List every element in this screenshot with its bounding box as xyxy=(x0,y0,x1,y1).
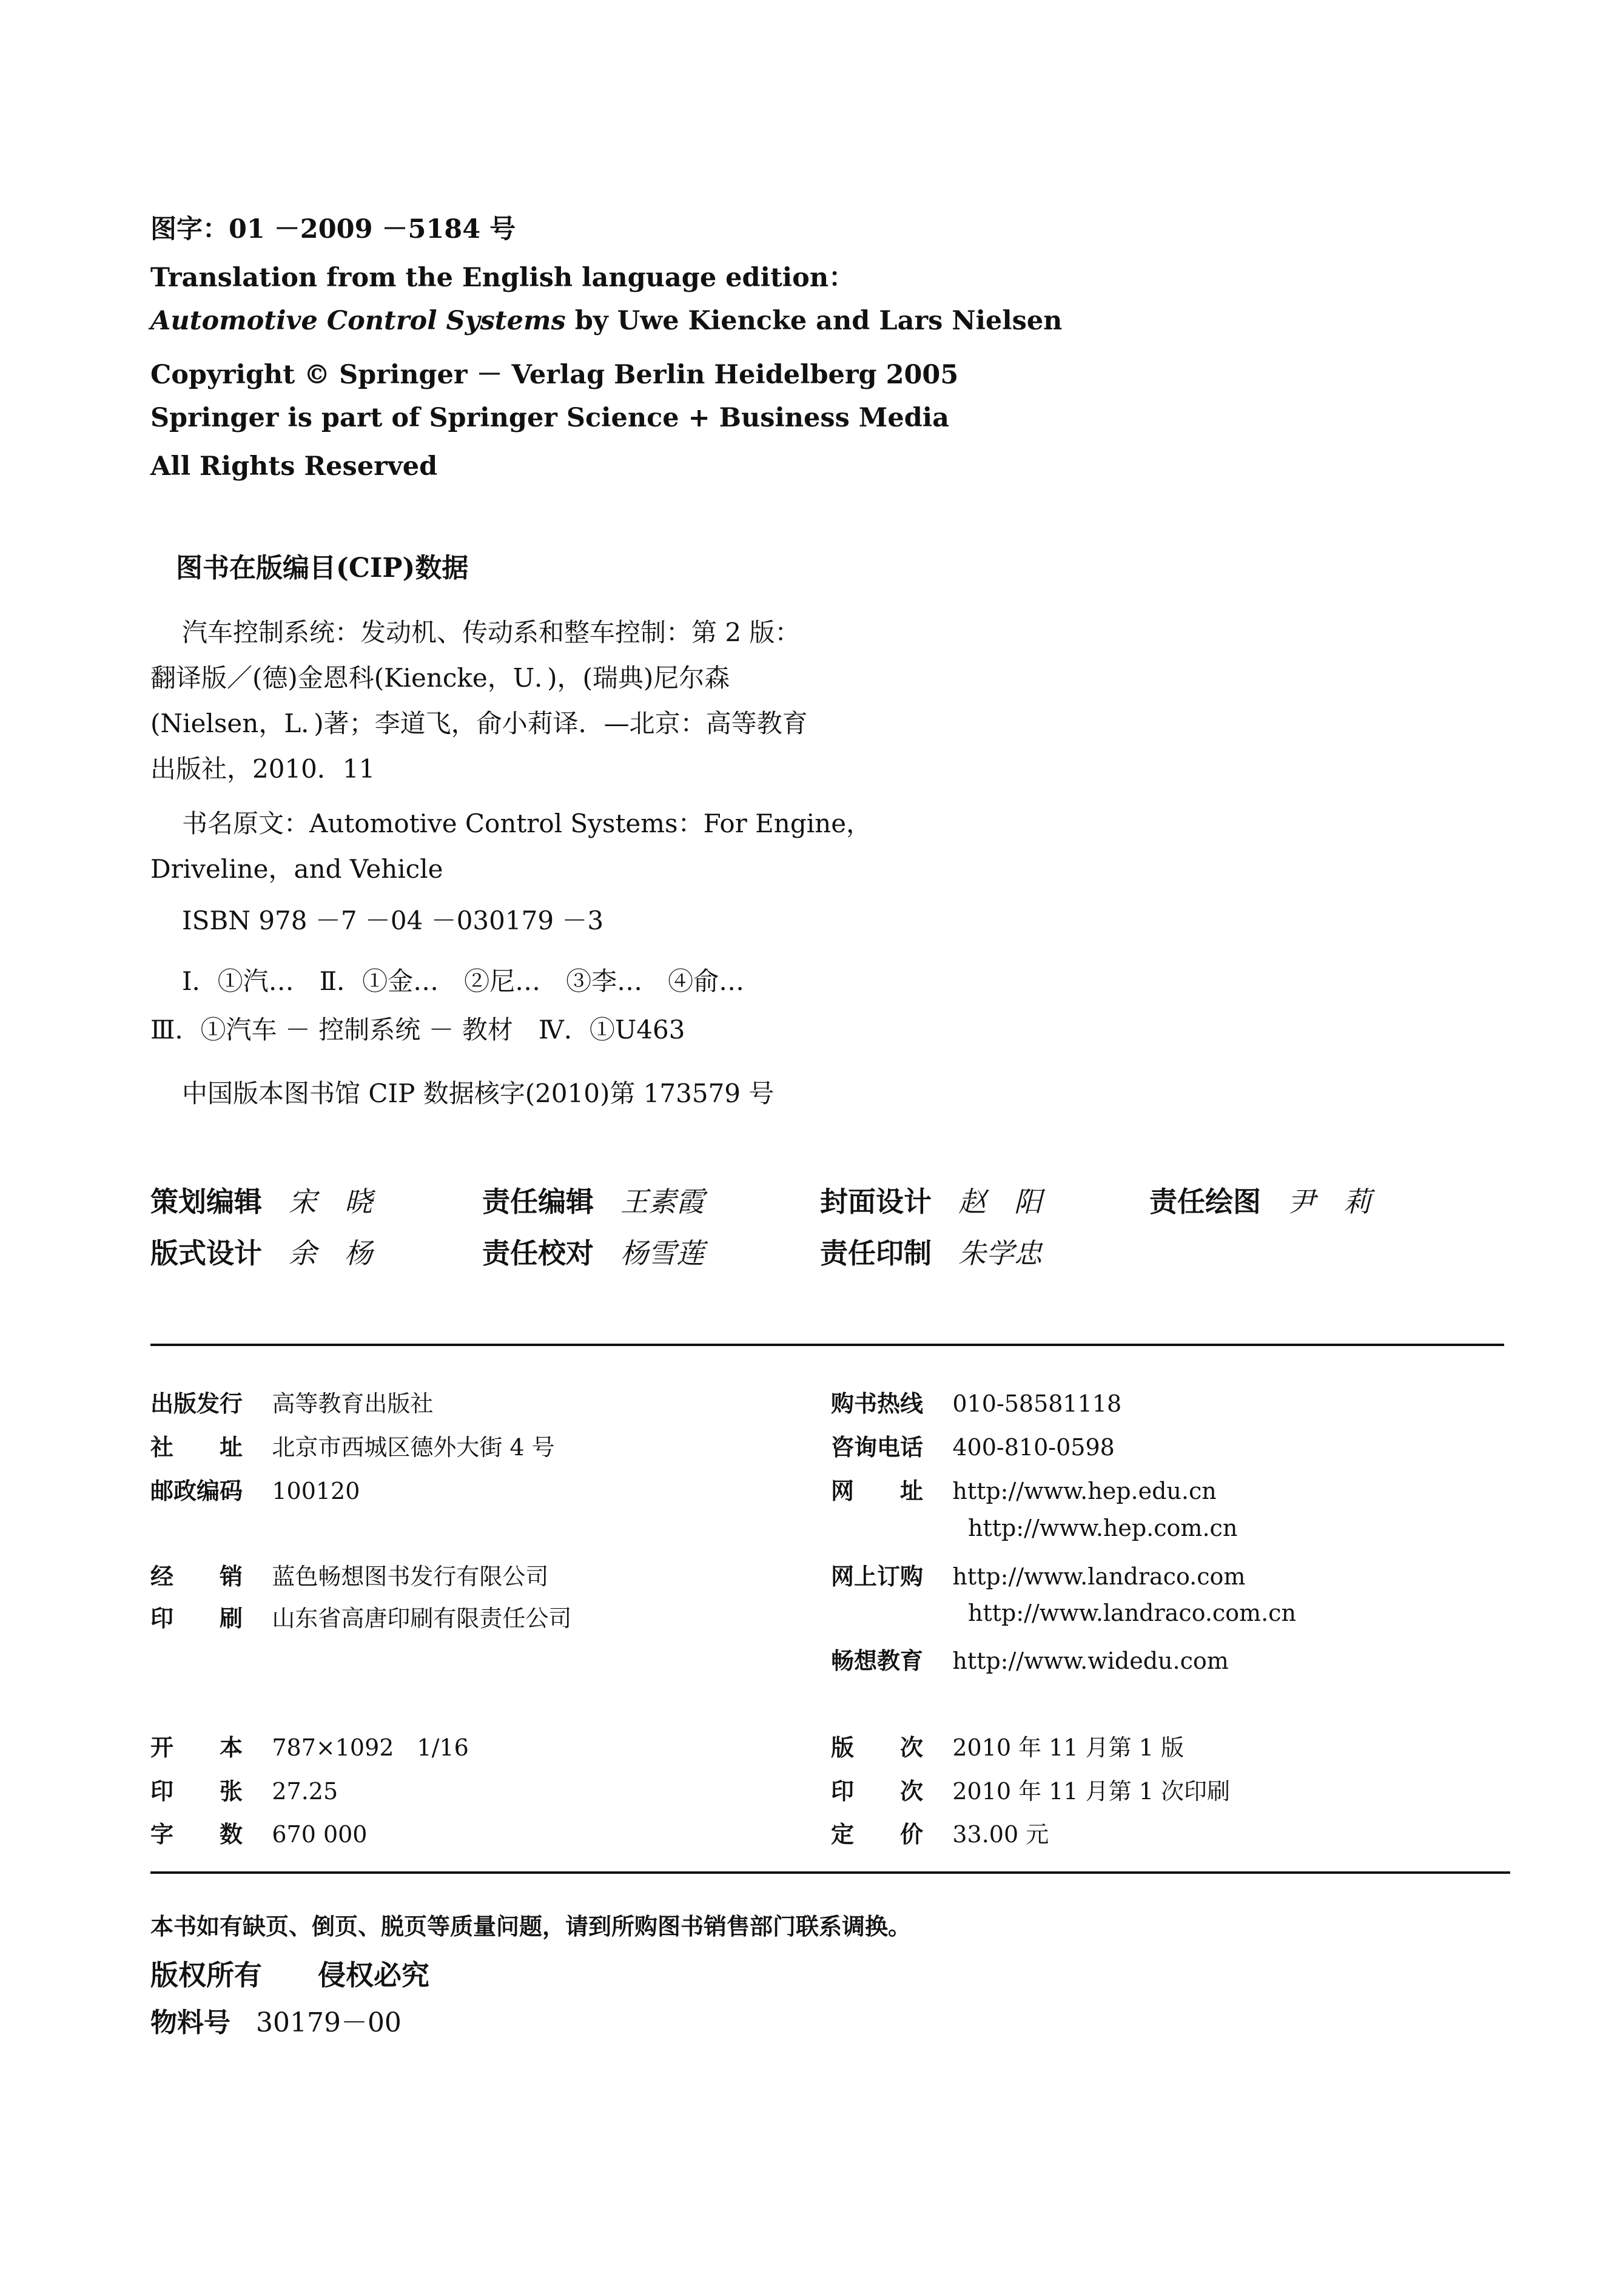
isbn: ISBN 978 －7 －04 －030179 －3 xyxy=(182,906,604,935)
website-link[interactable]: http://www.hep.com.cn xyxy=(968,1515,1238,1541)
info-row: 购书热线 010-58581118 xyxy=(831,1390,1122,1417)
rights-reserved: All Rights Reserved xyxy=(150,451,438,482)
info-row: 社 址 北京市西城区德外大街 4 号 xyxy=(150,1433,555,1461)
original-title-line xyxy=(150,306,1062,336)
cip-classification: Ⅰ．①汽… Ⅱ．①金… ②尼… ③李… ④俞… xyxy=(182,966,745,996)
springer-line: Springer is part of Springer Science + Business Media xyxy=(150,403,950,433)
material-number: 物料号 30179－00 xyxy=(150,2007,402,2038)
website-link[interactable]: http://www.landraco.com.cn xyxy=(968,1600,1296,1626)
spec-row: 字 数 670 000 xyxy=(150,1820,368,1848)
info-row: 网上订购 http://www.landraco.com xyxy=(831,1563,1246,1590)
info-row: 畅想教育 http://www.widedu.com xyxy=(831,1647,1229,1674)
website-link[interactable]: http://www.widedu.com xyxy=(952,1648,1229,1674)
staff-credit: 版式设计 余 杨 xyxy=(150,1237,372,1270)
rights-notice: 版权所有 侵权必究 xyxy=(150,1959,429,1991)
top-divider xyxy=(150,1344,1504,1346)
translation-note: Translation from the English language edition： xyxy=(150,263,855,293)
info-row: 印 刷 山东省高唐印刷有限责任公司 xyxy=(150,1604,572,1632)
staff-credit: 责任印制 朱学忠 xyxy=(820,1237,1042,1270)
staff-credit: 策划编辑 宋 晓 xyxy=(150,1185,372,1218)
info-row: 经 销 蓝色畅想图书发行有限公司 xyxy=(150,1563,549,1590)
staff-credit: 责任编辑 王素霞 xyxy=(482,1185,704,1218)
price: 33.00 元 xyxy=(952,1821,1049,1848)
cip-line: 翻译版／(德)金恩科(Kiencke，U．)，(瑞典)尼尔森 xyxy=(150,663,730,693)
bottom-divider xyxy=(150,1871,1510,1874)
quality-notice: 本书如有缺页、倒页、脱页等质量问题，请到所购图书销售部门联系调换。 xyxy=(150,1913,912,1940)
info-row: 网 址 http://www.hep.edu.cn xyxy=(831,1477,1217,1504)
spec-row: 印 次 2010 年 11 月第 1 次印刷 xyxy=(831,1777,1230,1805)
cip-classification: Ⅲ．①汽车 － 控制系统 － 教材 Ⅳ．①U463 xyxy=(150,1015,685,1045)
cip-line: 出版社，2010．11 xyxy=(150,754,375,784)
staff-credit: 封面设计 赵 阳 xyxy=(820,1185,1042,1218)
cip-title: 图书在版编目(CIP)数据 xyxy=(176,553,469,584)
cip-line: (Nielsen，L．)著；李道飞，俞小莉译．—北京：高等教育 xyxy=(150,709,808,738)
staff-credit: 责任校对 杨雪莲 xyxy=(482,1237,704,1270)
cip-line: Driveline，and Vehicle xyxy=(150,854,443,884)
spec-row: 印 张 27.25 xyxy=(150,1777,338,1805)
spec-row: 定 价 33.00 元 xyxy=(831,1820,1049,1848)
original-authors: by Uwe Kiencke and Lars Nielsen xyxy=(565,306,1063,336)
original-title: Automotive Control Systems xyxy=(150,306,566,336)
cip-line: 汽车控制系统：发动机、传动系和整车控制：第 2 版： xyxy=(182,618,801,647)
website-link[interactable]: http://www.hep.edu.cn xyxy=(952,1478,1217,1504)
permit-number: 图字：01 －2009 －5184 号 xyxy=(150,214,516,244)
info-row: 邮政编码 100120 xyxy=(150,1477,360,1504)
website-link[interactable]: http://www.landraco.com xyxy=(952,1563,1246,1590)
spec-row: 版 次 2010 年 11 月第 1 版 xyxy=(831,1734,1184,1761)
cip-line: 书名原文：Automotive Control Systems：For Engine， xyxy=(182,809,872,838)
cip-record-number: 中国版本图书馆 CIP 数据核字(2010)第 173579 号 xyxy=(182,1079,775,1108)
copyright-line: Copyright © Springer － Verlag Berlin Heidelberg 2005 xyxy=(150,360,959,390)
info-row: 出版发行 高等教育出版社 xyxy=(150,1390,434,1417)
staff-credit: 责任绘图 尹 莉 xyxy=(1149,1185,1371,1218)
spec-row: 开 本 787×1092 1/16 xyxy=(150,1734,469,1761)
info-row: 咨询电话 400-810-0598 xyxy=(831,1433,1115,1461)
